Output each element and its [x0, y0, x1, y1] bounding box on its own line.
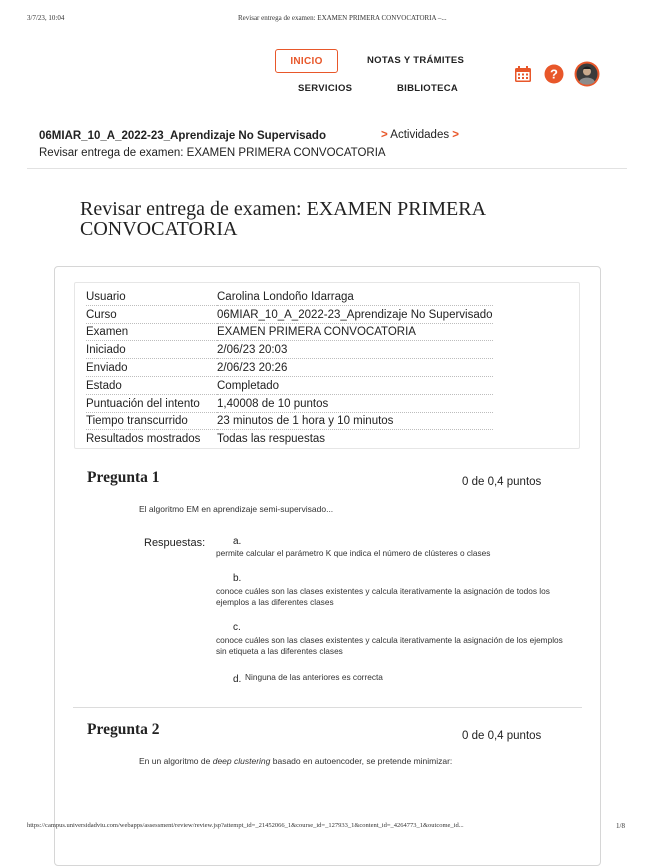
option-d-text: Ninguna de las anteriores es correcta: [245, 672, 383, 682]
table-row: [86, 394, 493, 412]
nav-biblioteca-link[interactable]: BIBLIOTECA: [397, 83, 459, 94]
help-glyph: ?: [550, 66, 558, 82]
table-row: [86, 376, 493, 394]
summary-value: Todas las respuestas: [217, 433, 326, 446]
answers-label: Respuestas:: [144, 537, 206, 549]
table-row: [86, 341, 493, 359]
print-page-number: 1/8: [616, 822, 625, 830]
summary-value: 2/06/23 20:26: [217, 359, 493, 377]
option-b-letter: b.: [233, 573, 242, 584]
summary-label: Tiempo transcurrido: [86, 412, 217, 430]
question-2-text-start: En un algoritmo de: [139, 756, 213, 766]
summary-value: 23 minutos de 1 hora y 10 minutos: [217, 412, 493, 430]
summary-value: 06MIAR_10_A_2022-23_Aprendizaje No Supervisado: [217, 305, 493, 323]
question-1-text: El algoritmo EM en aprendizaje semi-supervisado...: [139, 504, 334, 514]
breadcrumb-activities: [381, 129, 459, 141]
option-b-text: conoce cuáles son las clases existentes y calcula iterativamente la asignación de todos los ejemplos a las diferentes clases: [216, 586, 550, 607]
option-d-letter: d.: [233, 674, 242, 685]
summary-value: Completado: [217, 376, 493, 394]
summary-value: Carolina Londoño Idarraga: [217, 288, 493, 305]
question-2-score: 0 de 0,4 puntos: [462, 730, 542, 742]
print-title: Revisar entrega de examen: EXAMEN PRIMERA CONVOCATORIA –...: [238, 14, 447, 22]
print-date: 3/7/23, 10:04: [27, 14, 65, 22]
summary-label: Enviado: [86, 359, 217, 377]
table-row: [86, 288, 493, 305]
header-divider: [27, 168, 627, 169]
nav-notas-link[interactable]: NOTAS Y TRÁMITES: [367, 55, 465, 66]
table-row: [86, 359, 493, 377]
table-row: [86, 430, 493, 447]
nav-inicio-button[interactable]: INICIO: [275, 49, 338, 73]
summary-label: Usuario: [86, 288, 217, 305]
summary-label: Estado: [86, 376, 217, 394]
option-c-letter: c.: [233, 622, 241, 633]
help-icon[interactable]: [544, 64, 564, 84]
question-1-score: 0 de 0,4 puntos: [462, 476, 542, 488]
question-2-text-emphasis: deep clustering: [212, 756, 271, 766]
breadcrumb-current: Revisar entrega de examen: EXAMEN PRIMERA CONVOCATORIA: [39, 147, 386, 159]
breadcrumb-separator: >: [381, 129, 388, 141]
breadcrumb-course-link[interactable]: 06MIAR_10_A_2022-23_Aprendizaje No Supervisado: [39, 130, 326, 142]
table-row: [86, 412, 493, 430]
summary-label: Puntuación del intento: [86, 394, 217, 412]
summary-value: 2/06/23 20:03: [217, 341, 493, 359]
breadcrumb-separator: >: [452, 129, 460, 141]
question-2-text: [139, 756, 452, 766]
summary-label: Curso: [86, 305, 217, 323]
calendar-icon[interactable]: [513, 64, 533, 84]
summary-value: EXAMEN PRIMERA CONVOCATORIA: [217, 323, 493, 341]
question-2-title: Pregunta 2: [87, 721, 160, 738]
breadcrumb-activities-link[interactable]: Actividades: [390, 129, 450, 141]
page-title: Revisar entrega de examen: EXAMEN PRIMERA CONVOCATORIA: [80, 198, 485, 240]
option-a-letter: a.: [233, 536, 242, 547]
table-row: [86, 323, 493, 341]
summary-label: Examen: [86, 323, 217, 341]
summary-label: Iniciado: [86, 341, 217, 359]
nav-servicios-link[interactable]: SERVICIOS: [298, 83, 353, 94]
option-a-text: permite calcular el parámetro K que indica el número de clústeres o clases: [216, 548, 491, 558]
print-url: https://campus.universidadviu.com/webapps/assessment/review/review.jsp?attempt_id=_21452066_1&course_id=_127933_1&content_id=_4264773_1&outcome_id...: [27, 822, 464, 829]
summary-value: 1,40008 de 10 puntos: [217, 394, 493, 412]
avatar[interactable]: [574, 61, 600, 87]
option-c-text: conoce cuáles son las clases existentes y calcula iterativamente la asignación de los ejemplos sin etiqueta a las diferentes clases: [216, 635, 563, 656]
summary-label: Resultados mostrados: [86, 433, 201, 446]
question-divider: [73, 707, 582, 708]
attempt-summary-table: [86, 288, 493, 447]
question-2-text-end: basado en autoencoder, se pretende minimizar:: [270, 756, 453, 766]
question-1-title: Pregunta 1: [87, 469, 160, 486]
table-row: [86, 305, 493, 323]
